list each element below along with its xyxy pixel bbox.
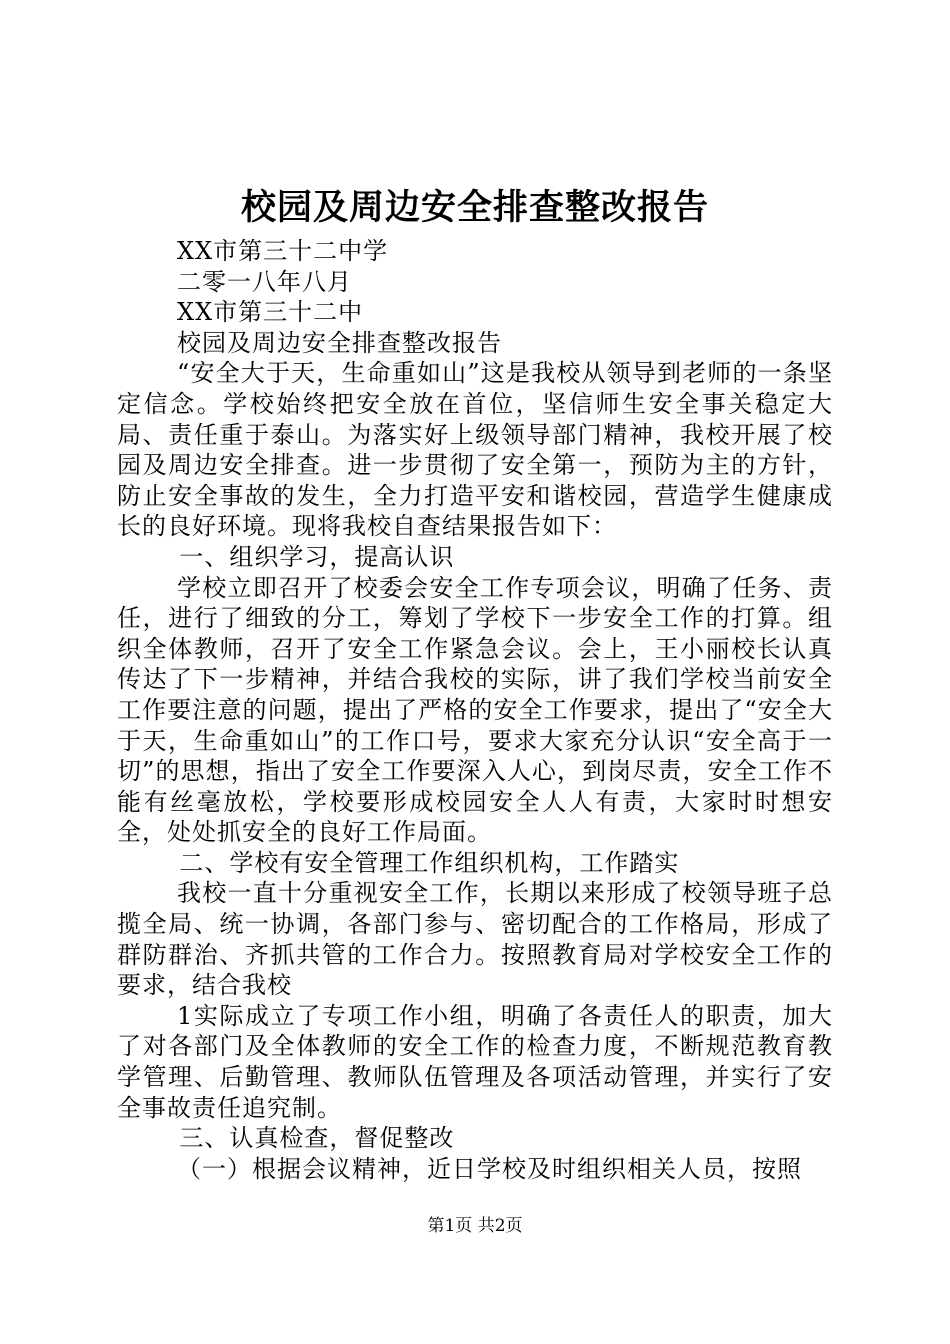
intro-paragraph: “安全大于天，生命重如山”这是我校从领导到老师的一条坚定信念。学校始终把安全放在首位，坚信师生安全事关稳定大局、责任重于泰山。为落实好上级领导部门精神，我校开展了校园及周边安全排查。进一步贯彻了安全第一，预防为主的方针，防止安全事故的发生，全力打造平安和谐校园，营造学生健康成长的良好环境。现将我校自查结果报告如下： bbox=[117, 359, 833, 541]
report-subtitle: 校园及周边安全排查整改报告 bbox=[177, 328, 502, 357]
section-3-heading: 三、认真检查，督促整改 bbox=[179, 1124, 455, 1153]
section-3-item-1: （一）根据会议精神，近日学校及时组织相关人员，按照 bbox=[177, 1154, 802, 1183]
document-body bbox=[117, 236, 833, 1184]
section-1-heading: 一、组织学习，提高认识 bbox=[179, 542, 455, 571]
section-2-heading: 二、学校有安全管理工作组织机构，工作踏实 bbox=[179, 848, 680, 877]
page-number-footer: 第1页 共2页 bbox=[427, 1216, 523, 1236]
school-name: XX市第三十二中学 bbox=[177, 237, 389, 265]
school-name-short: XX市第三十二中 bbox=[177, 298, 364, 327]
document-title: 校园及周边安全排查整改报告 bbox=[240, 187, 709, 228]
section-1-paragraph: 学校立即召开了校委会安全工作专项会议，明确了任务、责任，进行了细致的分工，筹划了学校下一步安全工作的打算。组织全体教师，召开了安全工作紧急会议。会上，王小丽校长认真传达了下一步精神，并结合我校的实际，讲了我们学校当前安全工作要注意的问题，提出了严格的安全工作要求，提出了“安全大于天，生命重如山”的工作口号，要求大家充分认识“安全高于一切”的思想，指出了安全工作要深入人心，到岗尽责，安全工作不能有丝毫放松，学校要形成校园安全人人有责，大家时时想安全，处处抓安全的良好工作局面。 bbox=[117, 573, 833, 847]
section-2-paragraph: 我校一直十分重视安全工作，长期以来形成了校领导班子总揽全局、统一协调，各部门参与、密切配合的工作格局，形成了群防群治、齐抓共管的工作合力。按照教育局对学校安全工作的要求，结合我校 bbox=[117, 879, 833, 1000]
report-date: 二零一八年八月 bbox=[177, 267, 352, 296]
section-2-paragraph-continued: 1实际成立了专项工作小组，明确了各责任人的职责，加大了对各部门及全体教师的安全工作的检查力度，不断规范教育教学管理、后勤管理、教师队伍管理及各项活动管理，并实行了安全事故责任追究制。 bbox=[117, 1001, 833, 1122]
